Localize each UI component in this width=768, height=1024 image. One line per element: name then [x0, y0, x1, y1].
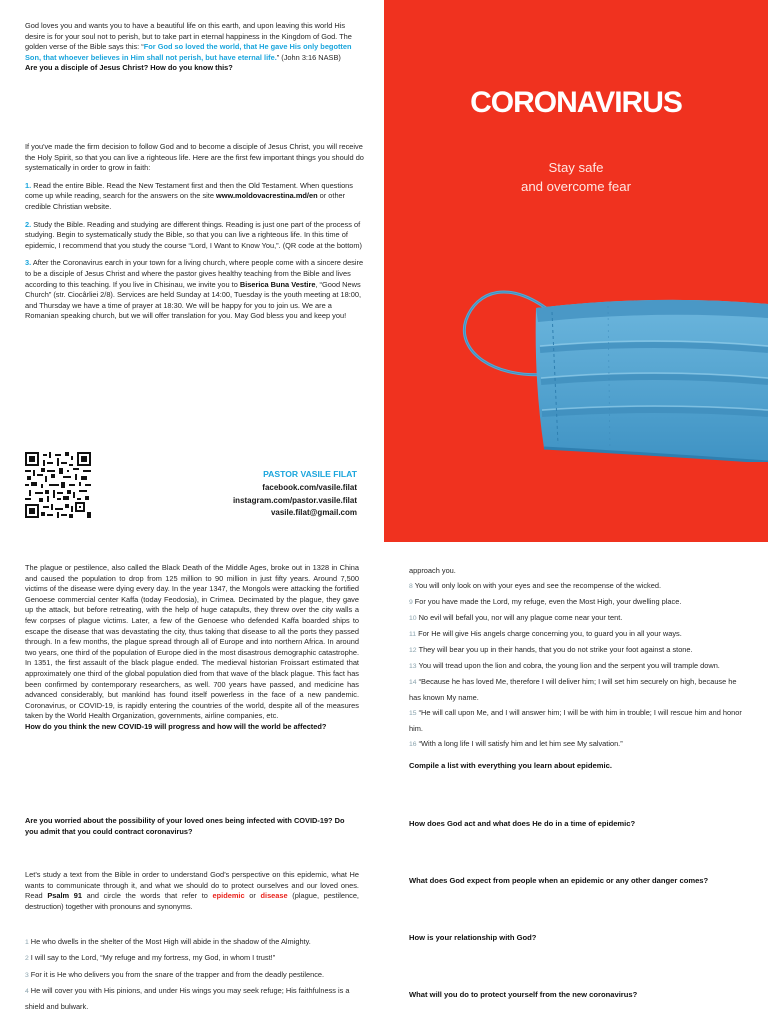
- plague-history: The plague or pestilence, also called the Black Death of the Middle Ages, broke out in 1328 in China and caused the population to drop from 125 million to 90 million in just fifty years. Around 7,500 victims of the disease were dying every day. In the year 1347, the Mongols were attacking the fortified Genoese commercial center Kaffa (today Feodosia), in Crimea. Decimated by the plague, they gave up the attack, but before retreating, with the help of huge catapults, they threw over the city walls a few corpses of plague victims. Later, a few of the Genoese who defended Kaffa boarded ships to escape the disease that was devastating the city, thus taking that disease to all the ports they passed through. In a few months, the plague spread through all of Europe and into northern Africa. In around two years, one third of the population of Europe died in the most disastrous demographic catastrophe. In 1351, the first assault of the black plague ended. The medieval historian Froissart estimated that approximately one third of the global population died from that wave of the black plague. This fact has been confirmed by contemporary researchers, as well. 700 years have passed, and medicine has advanced considerably, but mankind has found itself powerless in the face of a new pandemic. Coronavirus, or COVID-19, is rapidly entering the countries of the world, despite all of the measures taken by the World Health Organization, governments, airline companies, etc.: [25, 563, 359, 721]
- study-instructions: [25, 870, 359, 912]
- verse: [409, 658, 749, 674]
- verse-number: 4: [25, 987, 29, 995]
- verse-text: He who dwells in the shelter of the Most High will abide in the shadow of the Almighty.: [30, 937, 311, 946]
- qr-code-icon[interactable]: [25, 452, 91, 518]
- progress-question: How do you think the new COVID-19 will progress and how will the world be affected?: [25, 721, 327, 731]
- verse-number: 2: [25, 955, 29, 963]
- disciple-question: Are you a disciple of Jesus Christ? How do you know this?: [25, 63, 233, 73]
- step-text: Study the Bible. Reading and studying are different things. Reading is just one part of the process of studying. Begin to systematically study the Bible, so that you can live a righteous life. In this time of epidemic, I recommend that you study the course “Lord, I Want to Know You,”. (QR code at the bottom): [25, 219, 362, 250]
- verse: [25, 950, 359, 966]
- verse-text: They will bear you up in their hands, that you do not strike your foot against a stone.: [418, 645, 693, 654]
- worry-question: Are you worried about the possibility of your loved ones being infected with COVID-19? Do you admit that you could contract coronavirus?: [25, 816, 345, 836]
- verse-text: For you have made the Lord, my refuge, even the Most High, your dwelling place.: [414, 597, 682, 606]
- step-text: After the Coronavirus earch in your town for a living church, where people come with a sincere desire to be a disciple of Jesus Christ and where the pastor gives healthy teaching from the Bible and lives according to this teaching. If you live in Chisinau, we invite you to: [25, 258, 364, 289]
- step-number: 3.: [25, 258, 32, 268]
- keyword-epidemic: epidemic: [212, 891, 245, 901]
- step-1: [25, 181, 365, 213]
- verse-number: 13: [409, 663, 417, 670]
- psalm-verses-right: [409, 563, 749, 752]
- step-number: 2.: [25, 219, 32, 229]
- steps-intro: If you've made the firm decision to follow God and to become a disciple of Jesus Christ, you will receive the Holy Spirit, so that you can live a righteous life. Here are the first few important things you should do systematically in order to grow in faith:: [25, 142, 364, 173]
- verse-text: He will cover you with His pinions, and under His wings you may seek refuge; His faithfulness is a shield and bulwark.: [25, 985, 350, 1012]
- step-2: [25, 220, 365, 252]
- website-link[interactable]: www.moldovacrestina.md/en: [216, 191, 318, 201]
- verse-number: 14: [409, 679, 417, 686]
- pastor-name: PASTOR VASILE FILAT: [263, 469, 357, 479]
- verse-text: “Because he has loved Me, therefore I will deliver him; I will set him securely on high, because he has known My name.: [409, 677, 737, 702]
- face-mask-image: [384, 262, 768, 462]
- verse-number: 12: [409, 647, 417, 654]
- verse-number: 3: [25, 971, 29, 979]
- inner-right-panel: [384, 542, 768, 1024]
- verse-continuation: approach you.: [409, 566, 456, 575]
- verse: [25, 934, 359, 950]
- intro-paragraph: [25, 21, 365, 74]
- study-text: Let’s study a text from the Bible in order to understand God’s perspective on this epidemic, what He wants to communicate through it, and what we should do to protect ourselves and our loved ones. Read: [25, 870, 359, 901]
- verse: [409, 610, 749, 626]
- verse-number: 8: [409, 583, 413, 590]
- verse: [409, 705, 749, 736]
- question-relationship: How is your relationship with God?: [409, 933, 537, 942]
- psalm-verses-left: [25, 934, 359, 1014]
- question-god-expects: What does God expect from people when an epidemic or any other danger comes?: [409, 876, 709, 885]
- study-text: or: [244, 891, 261, 901]
- verse: [409, 736, 749, 752]
- step-text: Read the entire Bible. Read the New Testament first and then the Old Testament. When questions come up while reading, search for the answers on the site: [25, 180, 353, 201]
- verse-text: For He will give His angels charge concerning you, to guard you in all your ways.: [418, 629, 682, 638]
- verse: [25, 983, 359, 1015]
- verse-text: “He will call upon Me, and I will answer him; I will be with him in trouble; I will rescue him and honor him.: [409, 708, 742, 733]
- study-text: and circle the words that refer to: [82, 891, 213, 901]
- verse-text: “With a long life I will satisfy him and let him see My salvation.”: [418, 739, 623, 748]
- verse-number: 15: [409, 710, 417, 717]
- intro-text: God loves you and wants you to have a beautiful life on this earth, and upon leaving this world His desire is for your soul not to perish, but to take part in eternal happiness in the Kingdom of God. The golden verse of the Bible says this: “: [25, 21, 352, 52]
- facebook-link[interactable]: facebook.com/vasile.filat: [262, 482, 357, 492]
- verse-number: 10: [409, 615, 417, 622]
- verse: [409, 642, 749, 658]
- contact-block: [233, 468, 357, 520]
- verse-number: 11: [409, 631, 417, 638]
- step-3: [25, 258, 365, 322]
- subtitle-line: Stay safe: [548, 160, 604, 175]
- psalm-reference: Psalm 91: [47, 891, 82, 901]
- history-paragraph: [25, 563, 359, 733]
- verse-text: No evil will befall you, nor will any plague come near your tent.: [418, 613, 623, 622]
- verse-text: I will say to the Lord, “My refuge and my fortress, my God, in whom I trust!”: [30, 953, 276, 963]
- cover-title: CORONAVIRUS: [470, 86, 682, 119]
- verse: [409, 674, 749, 705]
- cover-subtitle: [384, 158, 768, 196]
- email-link[interactable]: vasile.filat@gmail.com: [270, 508, 357, 518]
- study-text: (plague, pestilence, destruction) together with pronouns and synonyms.: [25, 891, 359, 911]
- step-number: 1.: [25, 180, 32, 190]
- verse-text: You will only look on with your eyes and see the recompense of the wicked.: [414, 581, 662, 590]
- question-epidemic-list: Compile a list with everything you learn about epidemic.: [409, 761, 612, 770]
- verse: [25, 967, 359, 983]
- inner-left-panel: [0, 542, 384, 1024]
- subtitle-line: and overcome fear: [521, 179, 631, 194]
- growth-steps: [25, 142, 365, 322]
- cover-panel: [384, 0, 768, 542]
- verse-text: For it is He who delivers you from the snare of the trapper and from the deadly pestilence.: [30, 969, 325, 979]
- church-name: Biserica Buna Vestire: [239, 279, 316, 289]
- question-god-acts: How does God act and what does He do in a time of epidemic?: [409, 819, 636, 828]
- keyword-disease: disease: [260, 891, 288, 901]
- step-text: , “Good News Church” (str. Ciocârliei 2/8). Services are held Sunday at 14:00, Tuesday is the youth meeting at 18:00, and Thursday we have a time of prayer at 18:30. We will be happy for you to join us. We are a Romanian speaking church, but we will offer translation for you. May God bless you and keep you!: [25, 279, 362, 321]
- verse-text: You will tread upon the lion and cobra, the young lion and the serpent you will trample down.: [418, 661, 720, 670]
- verse-number: 16: [409, 741, 417, 748]
- back-panel: [0, 0, 384, 542]
- verse: [409, 578, 749, 594]
- verse-number: 9: [409, 599, 413, 606]
- question-protection: What will you do to protect yourself from the new coronavirus?: [409, 990, 638, 999]
- instagram-link[interactable]: instagram.com/pastor.vasile.filat: [232, 495, 357, 505]
- verse: [409, 594, 749, 610]
- golden-verse: For God so loved the world, that He gave His only begotten Son, that whoever believes in Him shall not perish, but have eternal life.: [25, 42, 352, 62]
- step-text: or other credible Christian website.: [25, 191, 346, 211]
- verse-reference: ” (John 3:16 NASB): [276, 52, 341, 62]
- verse: [409, 626, 749, 642]
- verse-number: 1: [25, 939, 29, 946]
